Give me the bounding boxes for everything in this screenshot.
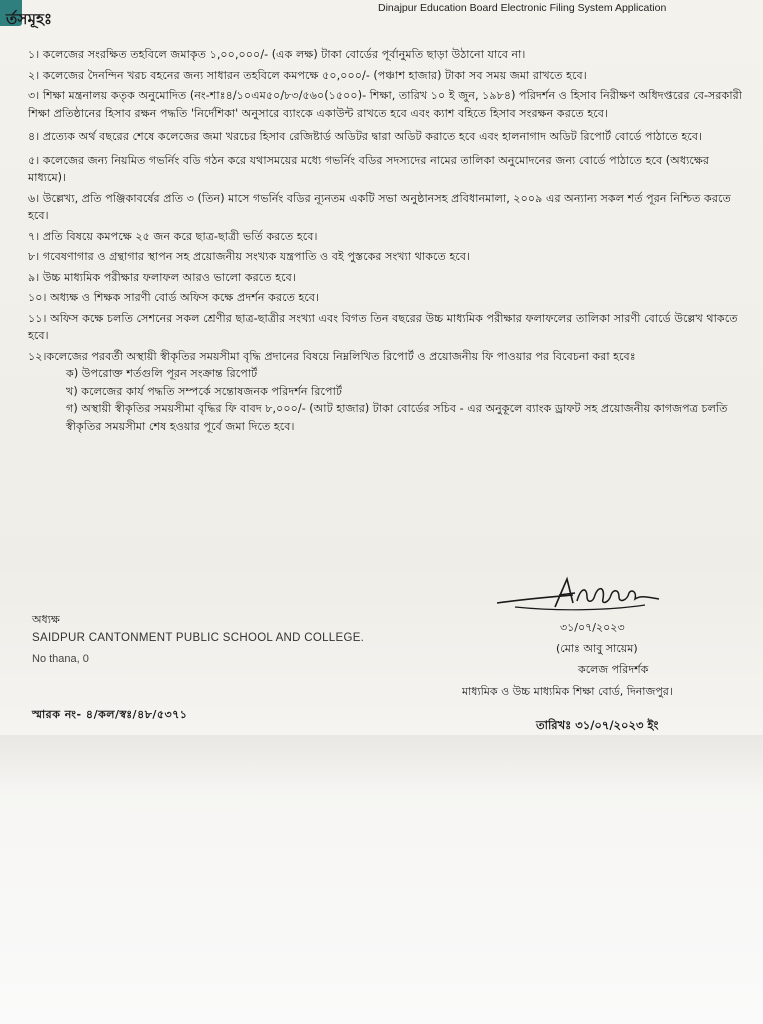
recipient-institution: SAIDPUR CANTONMENT PUBLIC SCHOOL AND COLLEGE. <box>32 632 365 644</box>
sub-condition-item: ক) উপরোক্ত শর্তগুলি পূরন সংক্রান্ত রিপোর্ট <box>66 367 258 380</box>
condition-item: ৮। গবেষণাগার ও গ্রন্থাগার স্থাপন সহ প্রয়োজনীয় সংখ্যক যন্ত্রপাতি ও বই পুস্তকের সংখ্যা থাকতে হবে। <box>28 250 471 263</box>
recipient-address: No thana, 0 <box>32 653 89 665</box>
signature-date: ৩১/০৭/২০২৩ <box>560 621 625 634</box>
condition-item: ১। কলেজের সংরক্ষিত তহবিলে জমাকৃত ১,০০,০০০/- (এক লক্ষ) টাকা বোর্ডের পূর্বানুমতি ছাড়া উঠানো যাবে না। <box>28 48 526 61</box>
sub-condition-item: গ) অস্থায়ী স্বীকৃতির সময়সীমা বৃদ্ধির ফি বাবদ ৮,০০০/- (আট হাজার) টাকা বোর্ডের সচিব - এর অনুকূলে ব্যাংক ড্রাফট সহ প্রয়োজনীয় কাগজপত্র চলতি স্বীকৃতির সময়সীমা শেষ হওয়ার পূর্বে জমা দিতে হবে। <box>66 402 728 433</box>
recipient-label: অধ্যক্ষ <box>32 613 60 626</box>
signatory-name: (মোঃ আবু সায়েম) <box>556 642 638 655</box>
condition-item: ৭। প্রতি বিষয়ে কমপক্ষে ২৫ জন করে ছাত্র-ছাত্রী ভর্তি করতে হবে। <box>28 229 318 243</box>
condition-item: ৪। প্রত্যেক অর্থ বছরের শেষে কলেজের জমা খরচের হিসাব রেজিষ্টার্ড অডিটর দ্বারা অডিট করাতে হবে এবং হালনাগাদ অডিট রিপোর্ট বোর্ডে পাঠাতে হবে। <box>28 130 703 143</box>
section-heading: র্তসমূহঃ <box>6 10 53 28</box>
memo-number: স্মারক নং- ৪/কল/স্বঃ/৪৮/৫৩৭১ <box>32 708 188 721</box>
condition-item: ৯। উচ্চ মাধ্যমিক পরীক্ষার ফলাফল আরও ভালো করতে হবে। <box>28 270 296 284</box>
condition-item: ৫। কলেজের জন্য নিয়মিত গভর্নিং বডি গঠন করে যথাসময়ের মধ্যে গভর্নিং বডির সদস্যদের নামের তালিকা অনুমোদনের জন্য বোর্ডে পাঠাতে হবে (অধ্যক্ষের মাধ্যমে)। <box>28 153 710 184</box>
condition-item: ২। কলেজের দৈনন্দিন খরচ বহনের জন্য সাধারন তহবিলে কমপক্ষে ৫০,০০০/- (পঞ্চাশ হাজার) টাকা সব সময় জমা রাখতে হবে। <box>28 68 587 82</box>
signatory-office: মাধ্যমিক ও উচ্চ মাধ্যমিক শিক্ষা বোর্ড, দিনাজপুর। <box>462 685 673 698</box>
condition-item: ৬। উল্লেখ্য, প্রতি পঞ্জিকাবর্ষের প্রতি ৩ (তিন) মাসে গভর্নিং বডির ন্যূনতম একটি সভা অনুষ্ঠানসহ প্রবিধানমালা, ২০০৯ এর অন্যান্য সকল শর্ত পূরন নিশ্চিত করতে হবে। <box>28 191 731 222</box>
condition-item: ১২।কলেজের পরবর্তী অস্থায়ী স্বীকৃতির সময়সীমা বৃদ্ধি প্রদানের বিষয়ে নিম্নলিখিত রিপোর্ট ও প্রয়োজনীয় ফি পাওয়ার পর বিবেচনা করা হবেঃ <box>28 349 636 363</box>
issue-date: তারিখঃ ৩১/০৭/২০২৩ ইং <box>536 718 659 732</box>
signatory-designation: কলেজ পরিদর্শক <box>578 663 649 676</box>
app-title: Dinajpur Education Board Electronic Filing System Application <box>378 2 667 14</box>
condition-item: ৩। শিক্ষা মন্ত্রনালয় কতৃক অনুমোদিত (নং-শাঃ৪/১০এম৫০/৮৩/৫৬০(১৫০০)- শিক্ষা, তারিখ ১০ ই জুন, ১৯৮৪) পরিদর্শন ও হিসাব নিরীক্ষণ অধিদপ্তরের বে-সরকারী শিক্ষা প্রতিষ্ঠানের হিসাব রক্ষন পদ্ধতি 'নির্দেশিকা' অনুসারে ব্যাংকে একাউন্ট রাখতে হবে এবং ক্যাশ বহিতে হিসাব সংরক্ষন করতে হবে। <box>28 89 742 120</box>
signature-image <box>495 573 665 621</box>
condition-item: ১০। অধ্যক্ষ ও শিক্ষক সারণী বোর্ড অফিস কক্ষে প্রদর্শন করতে হবে। <box>28 291 320 304</box>
sub-condition-item: খ) কলেজের কার্য পদ্ধতি সম্পর্কে সন্তোষজনক পরিদর্শন রিপোর্ট <box>66 384 342 398</box>
scan-smudge <box>0 735 763 795</box>
conditions-list <box>28 46 746 435</box>
condition-item: ১১। অফিস কক্ষে চলতি সেশনের সকল শ্রেণীর ছাত্র-ছাত্রীর সংখ্যা এবং বিগত তিন বছরের উচ্চ মাধ্যমিক পরীক্ষার ফলাফলের তালিকা সারণী বোর্ডে উল্লেখ থাকতে হবে। <box>28 311 738 342</box>
